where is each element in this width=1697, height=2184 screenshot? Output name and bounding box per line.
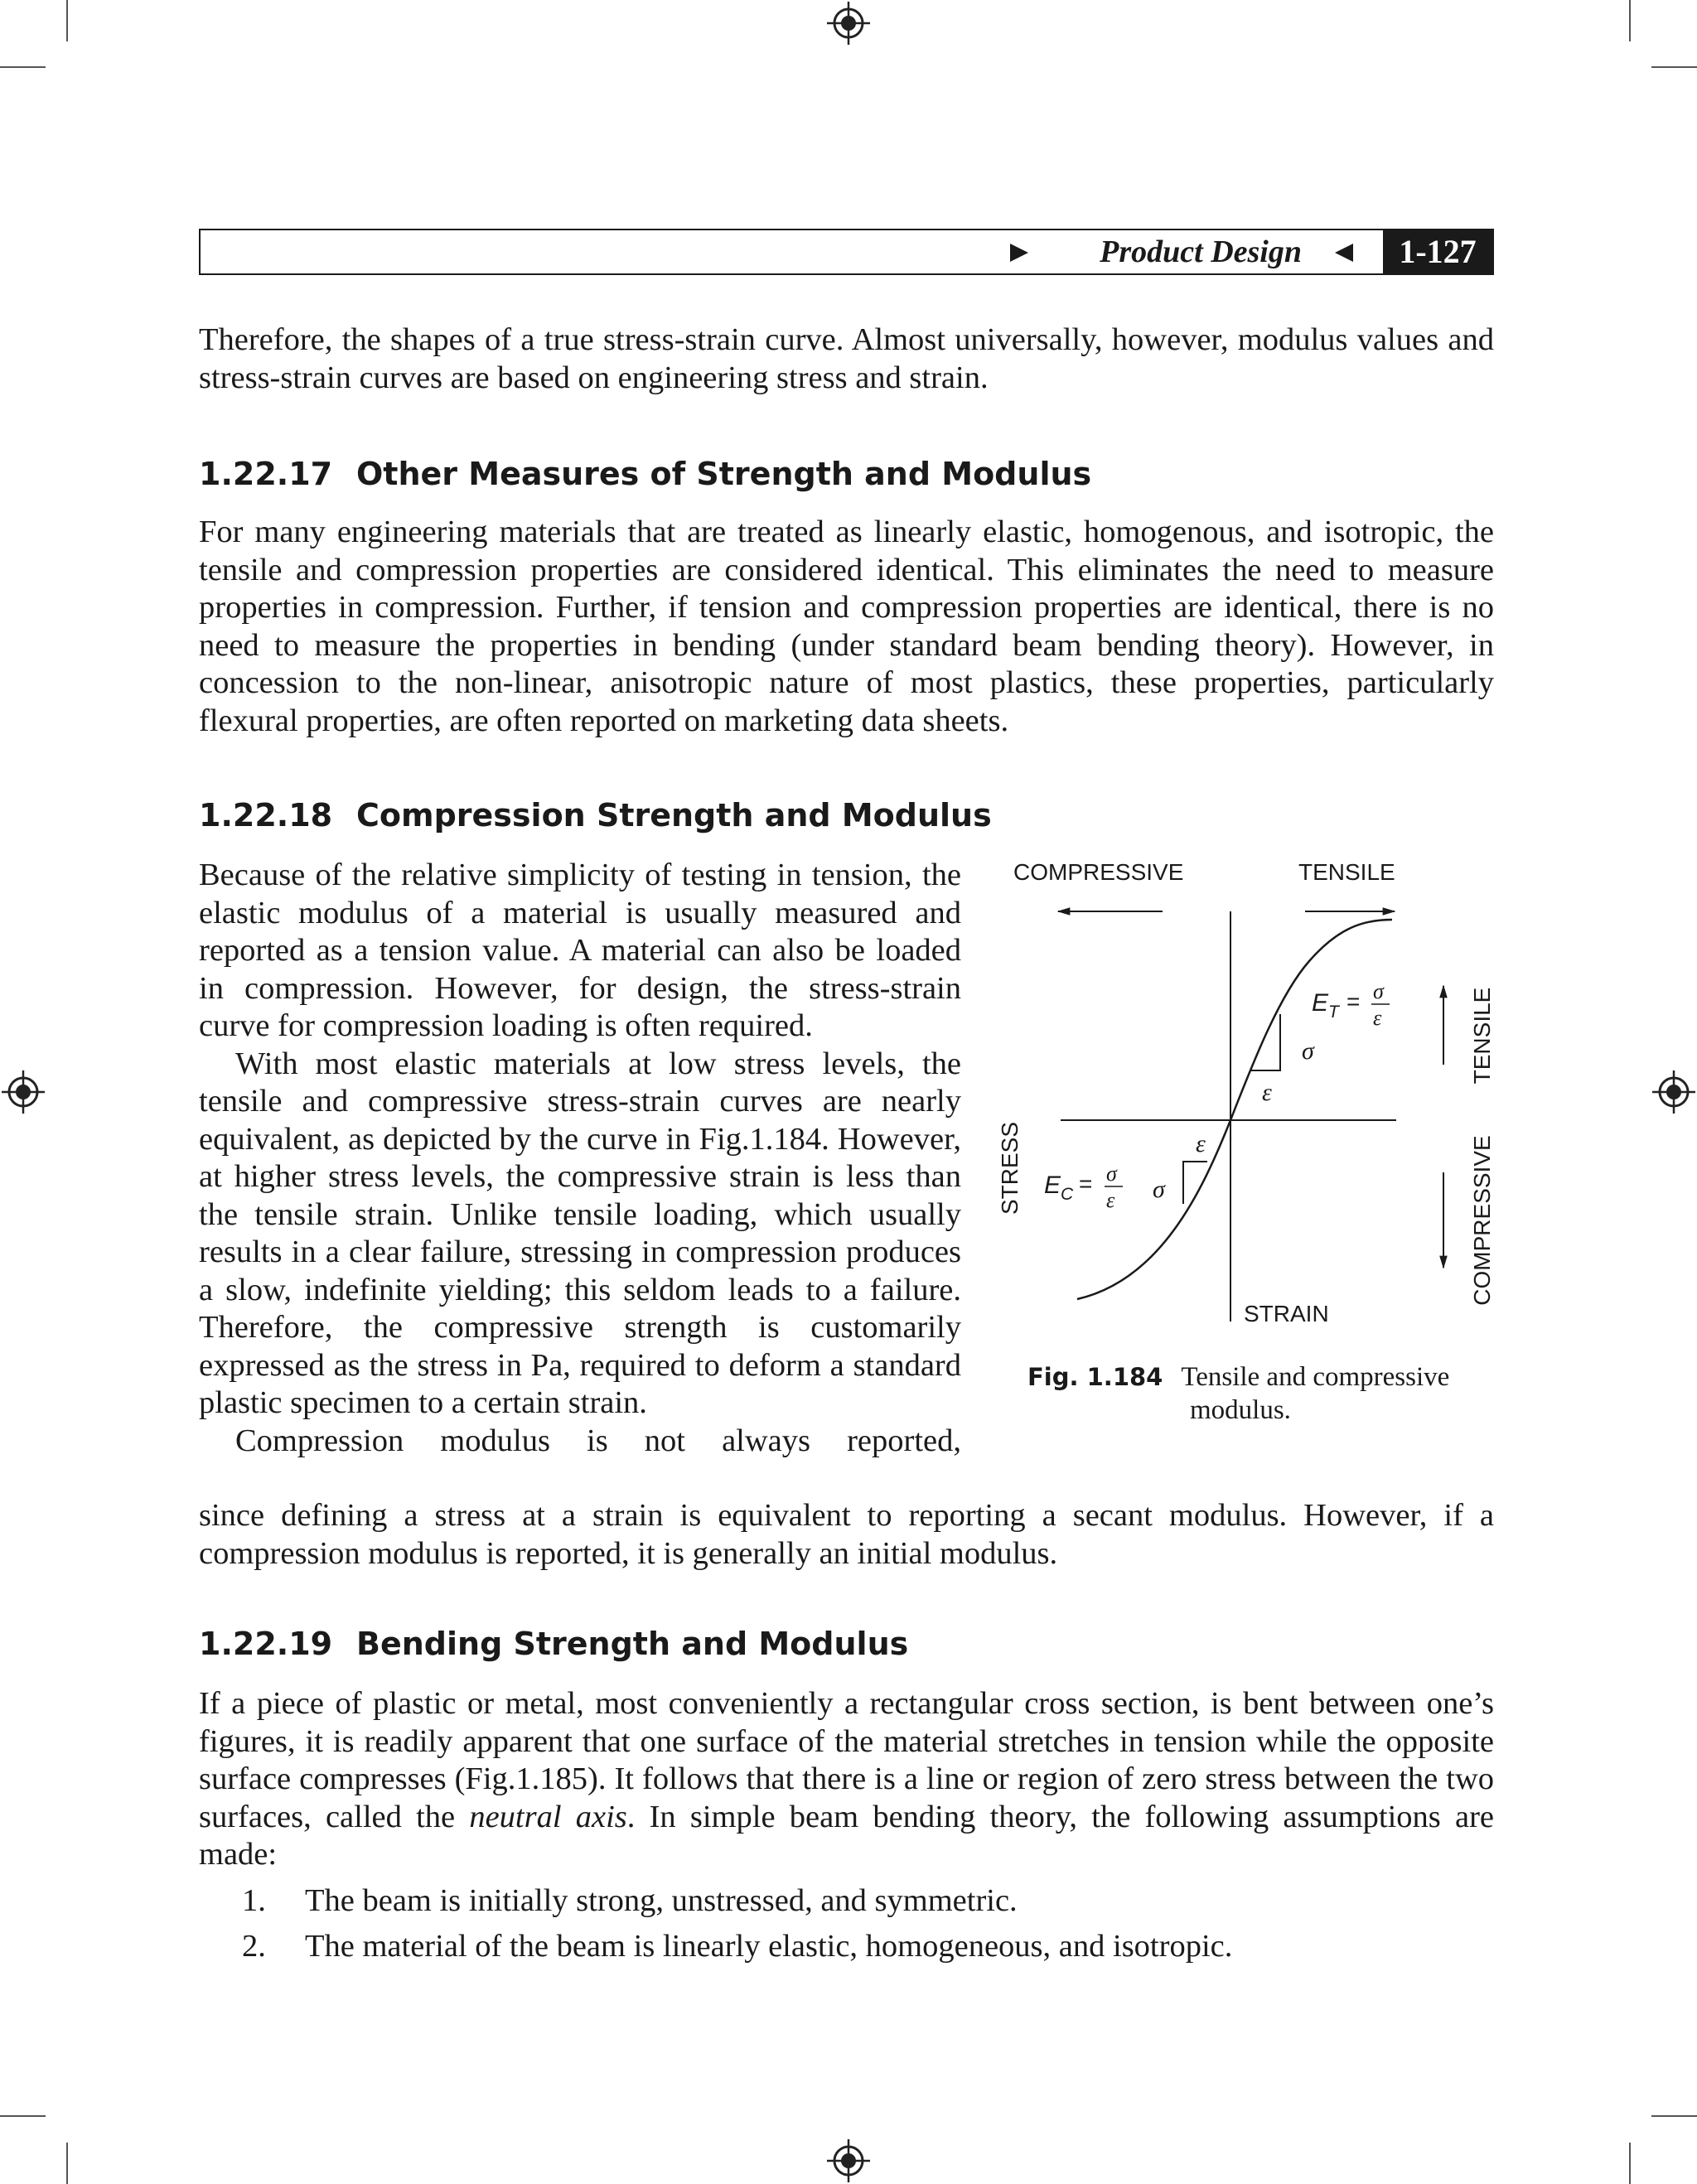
tensile-side-label: TENSILE: [1469, 987, 1495, 1085]
section-title: Compression Strength and Modulus: [356, 797, 992, 833]
section-title: Other Measures of Strength and Modulus: [356, 456, 1092, 492]
et-epsilon: ε: [1373, 1006, 1382, 1030]
section-heading-1-22-17: [199, 456, 1091, 492]
header-title: Product Design: [1100, 234, 1302, 269]
tensile-triangle-sigma: σ: [1302, 1037, 1314, 1065]
figure-label: Fig. 1.184: [1027, 1363, 1163, 1391]
et-symbol: $E_T$: [1312, 989, 1339, 1022]
paragraph-bending: [199, 1685, 1494, 1874]
ec-epsilon: ε: [1106, 1188, 1115, 1212]
et-equals: =: [1346, 988, 1361, 1014]
paragraph-bending-part-b: . In simple beam bending theory, the following assumptions are made:: [199, 1799, 1494, 1872]
crop-mark: [1629, 2143, 1631, 2184]
compressive-side-label: COMPRESSIVE: [1469, 1135, 1495, 1306]
figure-caption: [1027, 1360, 1492, 1427]
paragraph-compression-2: With most elastic materials at low stress levels, the tensile and compressive stress-strain curves are nearly equivalent, as depicted by the curve in Fig.1.184. However, at higher stress levels, the compressive strain is less than the tensile strain. Unlike tensile loading, which usually results in a clear failure, stressing in compression produces a slow, indefinite yielding; this seldom leads to a failure. Therefore, the compressive strength is customarily expressed as the stress in Pa, required to deform a standard plastic specimen to a certain strain.: [199, 1046, 961, 1420]
compressive-top-label: COMPRESSIVE: [1013, 859, 1184, 885]
crop-mark: [0, 2115, 46, 2117]
paragraph-bending-part-a: If a piece of plastic or metal, most conveniently a rectangular cross section, is bent between one’s figures, it is readily apparent that one surface of the material stretches in tension while the opposite surface compresses (Fig.1.185). It follows that there is a line or region of zero stress between the two surfaces, called the: [199, 1686, 1494, 1834]
stress-strain-figure: [990, 845, 1508, 1326]
crop-mark: [66, 2143, 68, 2184]
list-item: [242, 1882, 1018, 1921]
section-number: 1.22.17: [199, 456, 333, 492]
section-title: Bending Strength and Modulus: [356, 1626, 909, 1662]
stress-strain-curve: [1077, 920, 1392, 1299]
crop-mark: [1651, 66, 1697, 68]
ec-equals: =: [1079, 1171, 1093, 1196]
section-heading-1-22-18: [199, 797, 992, 833]
registration-mark-icon: [825, 2138, 872, 2184]
list-text: The material of the beam is linearly elastic, homogeneous, and isotropic.: [305, 1929, 1233, 1964]
crop-mark: [66, 0, 68, 41]
list-item: [242, 1928, 1232, 1966]
intro-paragraph: Therefore, the shapes of a true stress-strain curve. Almost universally, however, modulus values and stress-strain curves are based on engineering stress and strain.: [199, 322, 1494, 395]
triangle-left-icon: [1335, 244, 1353, 262]
crop-mark: [0, 66, 46, 68]
compressive-triangle-epsilon: ε: [1196, 1130, 1206, 1157]
paragraph-other-measures: For many engineering materials that are treated as linearly elastic, homogenous, and isotropic, the tensile and compression properties are considered identical. This eliminates the need to measure properties in compression. Further, if tension and compression properties are identical, there is no need to measure the properties in bending (under standard beam bending theory). However, in concession to the non-linear, anisotropic nature of most plastics, these properties, particularly flexural properties, are often reported on marketing data sheets.: [199, 515, 1494, 738]
stress-axis-label: STRESS: [997, 1121, 1023, 1215]
list-text: The beam is initially strong, unstressed, and symmetric.: [305, 1883, 1018, 1918]
section-heading-1-22-19: [199, 1626, 908, 1662]
caption-line-2: modulus.: [1190, 1395, 1291, 1425]
crop-mark: [1651, 2115, 1697, 2117]
section-number: 1.22.19: [199, 1626, 333, 1662]
tensile-triangle-epsilon: ε: [1262, 1079, 1272, 1106]
neutral-axis-term: neutral axis: [469, 1799, 627, 1834]
strain-axis-label: STRAIN: [1244, 1301, 1329, 1326]
triangle-right-icon: [1010, 244, 1028, 262]
compression-text-column: [199, 857, 961, 1460]
registration-mark-icon: [825, 0, 872, 46]
section-number: 1.22.18: [199, 797, 333, 833]
et-sigma: σ: [1373, 979, 1384, 1003]
ec-sigma: σ: [1106, 1162, 1117, 1186]
paragraph-compression-1: Because of the relative simplicity of testing in tension, the elastic modulus of a material is usually measured and reported as a tension value. A material can also be loaded in compression. However, for design, the stress-strain curve for compression loading is often required.: [199, 858, 961, 1043]
running-header: [199, 229, 1494, 275]
compressive-triangle-sigma: σ: [1153, 1176, 1165, 1203]
tensile-top-label: TENSILE: [1298, 859, 1395, 885]
paragraph-compression-3-start: Compression modulus is not always reported,: [235, 1423, 961, 1458]
page-number: 1-127: [1383, 230, 1492, 273]
ec-symbol: $E_C$: [1044, 1172, 1074, 1204]
paragraph-compression-3-rest: since defining a stress at a strain is equivalent to reporting a secant modulus. However, if a compression modulus is reported, it is generally an initial modulus.: [199, 1498, 1494, 1571]
list-number: 1.: [242, 1883, 266, 1918]
registration-mark-icon: [1651, 1069, 1697, 1115]
crop-mark: [1629, 0, 1631, 41]
list-number: 2.: [242, 1929, 266, 1964]
registration-mark-icon: [0, 1069, 46, 1115]
caption-line-1: Tensile and compressive: [1181, 1362, 1450, 1392]
